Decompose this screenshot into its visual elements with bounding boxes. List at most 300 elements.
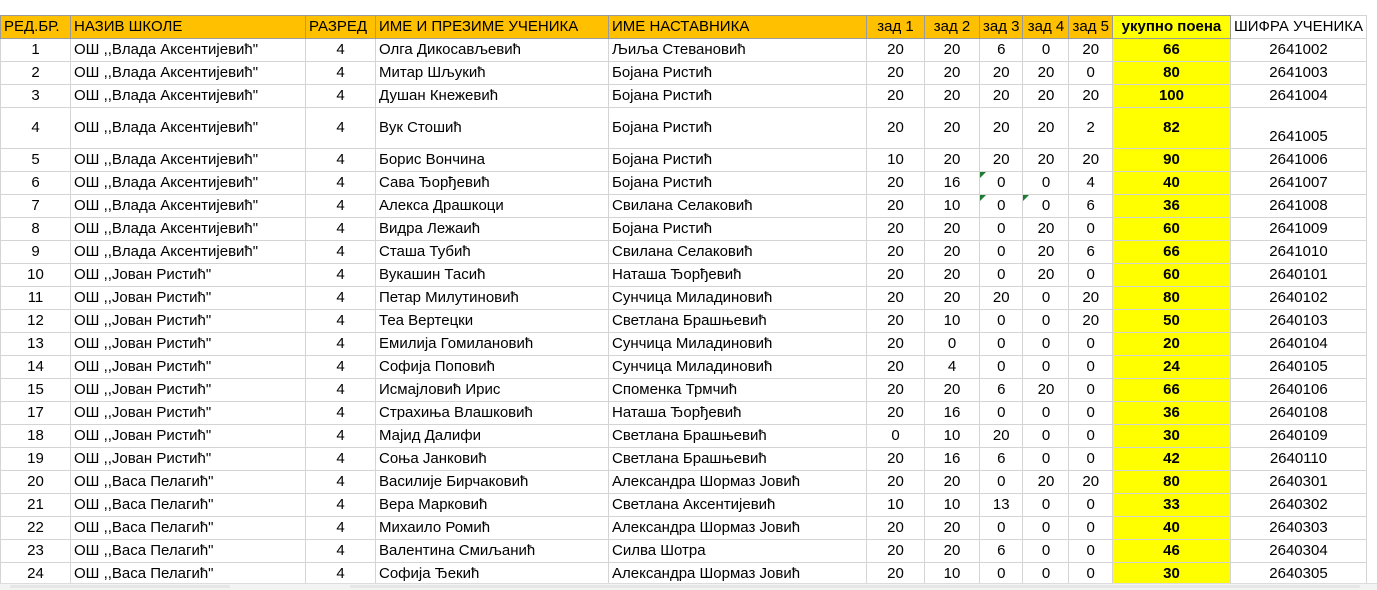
grade-cell[interactable]: 4 <box>306 540 376 563</box>
header-cell-code[interactable]: ШИФРА УЧЕНИКА <box>1230 16 1366 39</box>
student-name-cell[interactable]: Сава Ђорђевић <box>376 172 609 195</box>
grade-cell[interactable]: 4 <box>306 333 376 356</box>
table-row <box>1 218 1367 241</box>
student-code-cell[interactable]: 2641010 <box>1230 241 1366 264</box>
school-cell[interactable]: ОШ ,,Јован Ристић" <box>71 310 306 333</box>
school-cell[interactable]: ОШ ,,Васа Пелагић" <box>71 471 306 494</box>
task2-cell[interactable]: 10 <box>925 195 980 218</box>
grade-cell[interactable]: 4 <box>306 39 376 62</box>
school-cell[interactable]: ОШ ,,Влада Аксентијевић" <box>71 241 306 264</box>
teacher-name-cell[interactable]: Споменка Трмчић <box>609 379 867 402</box>
task1-cell[interactable]: 20 <box>867 448 925 471</box>
total-cell[interactable]: 30 <box>1112 425 1230 448</box>
teacher-name-cell[interactable]: Сунчица Миладиновић <box>609 356 867 379</box>
student-name-cell[interactable]: Мајид Далифи <box>376 425 609 448</box>
table-row <box>1 172 1367 195</box>
header-cell-task2[interactable]: зад 2 <box>925 16 980 39</box>
task1-cell[interactable]: 20 <box>867 264 925 287</box>
teacher-name-cell[interactable]: Бојана Ристић <box>609 218 867 241</box>
total-cell[interactable]: 100 <box>1112 85 1230 108</box>
table-row <box>1 149 1367 172</box>
task5-cell[interactable]: 0 <box>1069 356 1112 379</box>
order-cell[interactable]: 6 <box>1 172 71 195</box>
task1-cell[interactable]: 20 <box>867 310 925 333</box>
grade-cell[interactable]: 4 <box>306 448 376 471</box>
school-cell[interactable]: ОШ ,,Васа Пелагић" <box>71 563 306 586</box>
total-cell[interactable]: 80 <box>1112 62 1230 85</box>
student-name-cell[interactable]: Видра Лежаић <box>376 218 609 241</box>
grade-cell[interactable]: 4 <box>306 356 376 379</box>
table-row <box>1 356 1367 379</box>
teacher-name-cell[interactable]: Бојана Ристић <box>609 85 867 108</box>
task2-cell[interactable]: 10 <box>925 494 980 517</box>
total-cell[interactable]: 60 <box>1112 264 1230 287</box>
teacher-name-cell[interactable]: Свилана Селаковић <box>609 195 867 218</box>
scrollbar-thumb[interactable] <box>350 585 1360 588</box>
task4-cell[interactable]: 0 <box>1023 448 1069 471</box>
task5-cell[interactable]: 0 <box>1069 540 1112 563</box>
school-cell[interactable]: ОШ ,,Влада Аксентијевић" <box>71 172 306 195</box>
school-cell[interactable]: ОШ ,,Влада Аксентијевић" <box>71 149 306 172</box>
task1-cell[interactable]: 20 <box>867 379 925 402</box>
total-cell[interactable]: 82 <box>1112 108 1230 149</box>
task5-cell[interactable]: 0 <box>1069 333 1112 356</box>
table-row <box>1 448 1367 471</box>
order-cell[interactable]: 13 <box>1 333 71 356</box>
student-name-cell[interactable]: Софија Поповић <box>376 356 609 379</box>
student-code-cell[interactable]: 2641005 <box>1230 108 1366 149</box>
task2-cell[interactable]: 16 <box>925 402 980 425</box>
sheet-tab-scroll-thumb[interactable] <box>10 585 230 588</box>
task3-cell[interactable]: 0 <box>980 264 1023 287</box>
task3-cell[interactable]: 0 <box>980 517 1023 540</box>
task1-cell[interactable]: 20 <box>867 471 925 494</box>
student-name-cell[interactable]: Алекса Драшкоци <box>376 195 609 218</box>
task1-cell[interactable]: 20 <box>867 218 925 241</box>
task5-cell[interactable]: 4 <box>1069 172 1112 195</box>
task5-cell[interactable]: 20 <box>1069 85 1112 108</box>
task3-cell[interactable]: 6 <box>980 379 1023 402</box>
total-cell[interactable]: 33 <box>1112 494 1230 517</box>
grade-cell[interactable]: 4 <box>306 471 376 494</box>
order-cell[interactable]: 20 <box>1 471 71 494</box>
header-row <box>1 16 1367 39</box>
grade-cell[interactable]: 4 <box>306 425 376 448</box>
order-cell[interactable]: 7 <box>1 195 71 218</box>
task1-cell[interactable]: 20 <box>867 172 925 195</box>
task4-cell[interactable]: 0 <box>1023 333 1069 356</box>
task4-cell[interactable]: 0 <box>1023 402 1069 425</box>
school-cell[interactable]: ОШ ,,Влада Аксентијевић" <box>71 218 306 241</box>
total-cell[interactable]: 80 <box>1112 287 1230 310</box>
order-cell[interactable]: 14 <box>1 356 71 379</box>
task2-cell[interactable]: 0 <box>925 333 980 356</box>
task2-cell[interactable]: 10 <box>925 563 980 586</box>
teacher-name-cell[interactable]: Александра Шормаз Јовић <box>609 517 867 540</box>
school-cell[interactable]: ОШ ,,Влада Аксентијевић" <box>71 62 306 85</box>
order-cell[interactable]: 3 <box>1 85 71 108</box>
order-cell[interactable]: 12 <box>1 310 71 333</box>
student-name-cell[interactable]: Михаило Ромић <box>376 517 609 540</box>
teacher-name-cell[interactable]: Наташа Ђорђевић <box>609 402 867 425</box>
student-code-cell[interactable]: 2641008 <box>1230 195 1366 218</box>
teacher-name-cell[interactable]: Сунчица Миладиновић <box>609 287 867 310</box>
teacher-name-cell[interactable]: Бојана Ристић <box>609 172 867 195</box>
task3-cell[interactable]: 0 <box>980 310 1023 333</box>
teacher-name-cell[interactable]: Љиља Стевановић <box>609 39 867 62</box>
grade-cell[interactable]: 4 <box>306 310 376 333</box>
school-cell[interactable]: ОШ ,,Васа Пелагић" <box>71 540 306 563</box>
table-row <box>1 62 1367 85</box>
student-name-cell[interactable]: Сташа Тубић <box>376 241 609 264</box>
task2-cell[interactable]: 16 <box>925 172 980 195</box>
header-cell-task5[interactable]: зад 5 <box>1069 16 1112 39</box>
task4-cell[interactable]: 0 <box>1023 287 1069 310</box>
task2-cell[interactable]: 10 <box>925 310 980 333</box>
student-code-cell[interactable]: 2641003 <box>1230 62 1366 85</box>
student-code-cell[interactable]: 2640108 <box>1230 402 1366 425</box>
task3-cell[interactable]: 6 <box>980 540 1023 563</box>
student-name-cell[interactable]: Софија Ђекић <box>376 563 609 586</box>
task3-cell[interactable]: 0 <box>980 172 1023 195</box>
grade-cell[interactable]: 4 <box>306 218 376 241</box>
task3-cell[interactable]: 20 <box>980 108 1023 149</box>
total-cell[interactable]: 66 <box>1112 39 1230 62</box>
school-cell[interactable]: ОШ ,,Јован Ристић" <box>71 425 306 448</box>
teacher-name-cell[interactable]: Светлана Брашњевић <box>609 448 867 471</box>
total-cell[interactable]: 20 <box>1112 333 1230 356</box>
student-code-cell[interactable]: 2640110 <box>1230 448 1366 471</box>
task1-cell[interactable]: 20 <box>867 517 925 540</box>
task1-cell[interactable]: 20 <box>867 356 925 379</box>
task2-cell[interactable]: 20 <box>925 108 980 149</box>
task2-cell[interactable]: 20 <box>925 85 980 108</box>
task2-cell[interactable]: 4 <box>925 356 980 379</box>
task1-cell[interactable]: 20 <box>867 195 925 218</box>
task4-cell[interactable]: 20 <box>1023 62 1069 85</box>
grade-cell[interactable]: 4 <box>306 149 376 172</box>
order-cell[interactable]: 2 <box>1 62 71 85</box>
student-code-cell[interactable]: 2641002 <box>1230 39 1366 62</box>
school-cell[interactable]: ОШ ,,Влада Аксентијевић" <box>71 39 306 62</box>
task4-cell[interactable]: 20 <box>1023 471 1069 494</box>
teacher-name-cell[interactable]: Светлана Брашњевић <box>609 425 867 448</box>
order-cell[interactable]: 18 <box>1 425 71 448</box>
task3-cell[interactable]: 20 <box>980 425 1023 448</box>
task2-cell[interactable]: 10 <box>925 425 980 448</box>
teacher-name-cell[interactable]: Бојана Ристић <box>609 62 867 85</box>
student-code-cell[interactable]: 2641007 <box>1230 172 1366 195</box>
teacher-name-cell[interactable]: Сунчица Миладиновић <box>609 333 867 356</box>
task3-cell[interactable]: 0 <box>980 356 1023 379</box>
task5-cell[interactable]: 0 <box>1069 402 1112 425</box>
task1-cell[interactable]: 20 <box>867 540 925 563</box>
student-code-cell[interactable]: 2640109 <box>1230 425 1366 448</box>
task1-cell[interactable]: 20 <box>867 108 925 149</box>
table-row <box>1 287 1367 310</box>
order-cell[interactable]: 11 <box>1 287 71 310</box>
task1-cell[interactable]: 20 <box>867 39 925 62</box>
grade-cell[interactable]: 4 <box>306 62 376 85</box>
task1-cell[interactable]: 20 <box>867 62 925 85</box>
task4-cell[interactable]: 0 <box>1023 563 1069 586</box>
student-code-cell[interactable]: 2640303 <box>1230 517 1366 540</box>
order-cell[interactable]: 24 <box>1 563 71 586</box>
student-name-cell[interactable]: Вук Стошић <box>376 108 609 149</box>
student-name-cell[interactable]: Исмајловић Ирис <box>376 379 609 402</box>
task2-cell[interactable]: 20 <box>925 241 980 264</box>
task5-cell[interactable]: 0 <box>1069 448 1112 471</box>
student-code-cell[interactable]: 2640106 <box>1230 379 1366 402</box>
student-code-cell[interactable]: 2640102 <box>1230 287 1366 310</box>
order-cell[interactable]: 4 <box>1 108 71 149</box>
task3-cell[interactable]: 13 <box>980 494 1023 517</box>
task5-cell[interactable]: 20 <box>1069 287 1112 310</box>
task4-cell[interactable]: 0 <box>1023 540 1069 563</box>
task1-cell[interactable]: 10 <box>867 149 925 172</box>
grade-cell[interactable]: 4 <box>306 563 376 586</box>
task3-cell[interactable]: 0 <box>980 218 1023 241</box>
header-cell-task1[interactable]: зад 1 <box>867 16 925 39</box>
task5-cell[interactable]: 2 <box>1069 108 1112 149</box>
task5-cell[interactable]: 6 <box>1069 195 1112 218</box>
task5-cell[interactable]: 20 <box>1069 310 1112 333</box>
task4-cell[interactable]: 0 <box>1023 195 1069 218</box>
task5-cell[interactable]: 6 <box>1069 241 1112 264</box>
task3-cell[interactable]: 0 <box>980 402 1023 425</box>
task3-cell[interactable]: 0 <box>980 241 1023 264</box>
teacher-name-cell[interactable]: Силва Шотра <box>609 540 867 563</box>
task1-cell[interactable]: 20 <box>867 287 925 310</box>
grade-cell[interactable]: 4 <box>306 85 376 108</box>
task2-cell[interactable]: 20 <box>925 471 980 494</box>
task3-cell[interactable]: 0 <box>980 195 1023 218</box>
total-cell[interactable]: 36 <box>1112 195 1230 218</box>
teacher-name-cell[interactable]: Бојана Ристић <box>609 149 867 172</box>
task2-cell[interactable]: 20 <box>925 379 980 402</box>
student-name-cell[interactable]: Соња Јанковић <box>376 448 609 471</box>
student-name-cell[interactable]: Петар Милутиновић <box>376 287 609 310</box>
task1-cell[interactable]: 0 <box>867 425 925 448</box>
school-cell[interactable]: ОШ ,,Влада Аксентијевић" <box>71 195 306 218</box>
grade-cell[interactable]: 4 <box>306 379 376 402</box>
task1-cell[interactable]: 10 <box>867 494 925 517</box>
grade-cell[interactable]: 4 <box>306 287 376 310</box>
order-cell[interactable]: 15 <box>1 379 71 402</box>
task5-cell[interactable]: 0 <box>1069 264 1112 287</box>
task4-cell[interactable]: 0 <box>1023 310 1069 333</box>
student-name-cell[interactable]: Олга Дикосављевић <box>376 39 609 62</box>
task5-cell[interactable]: 0 <box>1069 425 1112 448</box>
total-cell[interactable]: 40 <box>1112 517 1230 540</box>
task3-cell[interactable]: 0 <box>980 333 1023 356</box>
task2-cell[interactable]: 20 <box>925 39 980 62</box>
grade-cell[interactable]: 4 <box>306 264 376 287</box>
task5-cell[interactable]: 0 <box>1069 494 1112 517</box>
header-cell-student[interactable]: ИМЕ И ПРЕЗИМЕ УЧЕНИКА <box>376 16 609 39</box>
task2-cell[interactable]: 20 <box>925 218 980 241</box>
task4-cell[interactable]: 0 <box>1023 494 1069 517</box>
student-name-cell[interactable]: Емилија Гомилановић <box>376 333 609 356</box>
task4-cell[interactable]: 20 <box>1023 264 1069 287</box>
teacher-name-cell[interactable]: Свилана Селаковић <box>609 241 867 264</box>
task4-cell[interactable]: 20 <box>1023 218 1069 241</box>
task2-cell[interactable]: 20 <box>925 517 980 540</box>
school-cell[interactable]: ОШ ,,Васа Пелагић" <box>71 494 306 517</box>
task2-cell[interactable]: 20 <box>925 264 980 287</box>
total-cell[interactable]: 30 <box>1112 563 1230 586</box>
task4-cell[interactable]: 0 <box>1023 356 1069 379</box>
school-cell[interactable]: ОШ ,,Влада Аксентијевић" <box>71 108 306 149</box>
total-cell[interactable]: 80 <box>1112 471 1230 494</box>
task3-cell[interactable]: 0 <box>980 563 1023 586</box>
order-cell[interactable]: 22 <box>1 517 71 540</box>
task4-cell[interactable]: 0 <box>1023 517 1069 540</box>
student-code-cell[interactable]: 2641004 <box>1230 85 1366 108</box>
task3-cell[interactable]: 6 <box>980 39 1023 62</box>
student-code-cell[interactable]: 2640301 <box>1230 471 1366 494</box>
task1-cell[interactable]: 20 <box>867 563 925 586</box>
task4-cell[interactable]: 20 <box>1023 241 1069 264</box>
grade-cell[interactable]: 4 <box>306 402 376 425</box>
total-cell[interactable]: 66 <box>1112 241 1230 264</box>
total-cell[interactable]: 36 <box>1112 402 1230 425</box>
task4-cell[interactable]: 0 <box>1023 425 1069 448</box>
task3-cell[interactable]: 20 <box>980 287 1023 310</box>
task2-cell[interactable]: 20 <box>925 149 980 172</box>
school-cell[interactable]: ОШ ,,Васа Пелагић" <box>71 517 306 540</box>
student-code-cell[interactable]: 2640101 <box>1230 264 1366 287</box>
table-row <box>1 333 1367 356</box>
task5-cell[interactable]: 0 <box>1069 218 1112 241</box>
header-cell-grade[interactable]: РАЗРЕД <box>306 16 376 39</box>
order-cell[interactable]: 1 <box>1 39 71 62</box>
teacher-name-cell[interactable]: Александра Шормаз Јовић <box>609 471 867 494</box>
student-name-cell[interactable]: Страхиња Влашковић <box>376 402 609 425</box>
order-cell[interactable]: 21 <box>1 494 71 517</box>
student-name-cell[interactable]: Василије Бирчаковић <box>376 471 609 494</box>
task1-cell[interactable]: 20 <box>867 402 925 425</box>
student-code-cell[interactable]: 2640305 <box>1230 563 1366 586</box>
order-cell[interactable]: 17 <box>1 402 71 425</box>
task5-cell[interactable]: 0 <box>1069 563 1112 586</box>
task1-cell[interactable]: 20 <box>867 333 925 356</box>
task5-cell[interactable]: 0 <box>1069 379 1112 402</box>
task4-cell[interactable]: 20 <box>1023 379 1069 402</box>
student-code-cell[interactable]: 2640105 <box>1230 356 1366 379</box>
task4-cell[interactable]: 20 <box>1023 85 1069 108</box>
task4-cell[interactable]: 0 <box>1023 39 1069 62</box>
student-code-cell[interactable]: 2640304 <box>1230 540 1366 563</box>
order-cell[interactable]: 5 <box>1 149 71 172</box>
grade-cell[interactable]: 4 <box>306 494 376 517</box>
header-cell-order[interactable]: РЕД.БР. <box>1 16 71 39</box>
task3-cell[interactable]: 6 <box>980 448 1023 471</box>
teacher-name-cell[interactable]: Бојана Ристић <box>609 108 867 149</box>
student-code-cell[interactable]: 2640302 <box>1230 494 1366 517</box>
school-cell[interactable]: ОШ ,,Јован Ристић" <box>71 264 306 287</box>
task2-cell[interactable]: 20 <box>925 287 980 310</box>
task5-cell[interactable]: 20 <box>1069 471 1112 494</box>
student-name-cell[interactable]: Митар Шљукић <box>376 62 609 85</box>
school-cell[interactable]: ОШ ,,Јован Ристић" <box>71 356 306 379</box>
student-name-cell[interactable]: Вера Марковић <box>376 494 609 517</box>
task3-cell[interactable]: 20 <box>980 62 1023 85</box>
total-cell[interactable]: 60 <box>1112 218 1230 241</box>
student-name-cell[interactable]: Теа Вертецки <box>376 310 609 333</box>
task4-cell[interactable]: 20 <box>1023 149 1069 172</box>
task1-cell[interactable]: 20 <box>867 85 925 108</box>
task5-cell[interactable]: 0 <box>1069 517 1112 540</box>
horizontal-scrollbar[interactable] <box>0 583 1377 590</box>
school-cell[interactable]: ОШ ,,Јован Ристић" <box>71 379 306 402</box>
task5-cell[interactable]: 20 <box>1069 39 1112 62</box>
task5-cell[interactable]: 0 <box>1069 62 1112 85</box>
grade-cell[interactable]: 4 <box>306 108 376 149</box>
total-cell[interactable]: 24 <box>1112 356 1230 379</box>
student-code-cell[interactable]: 2640103 <box>1230 310 1366 333</box>
grade-cell[interactable]: 4 <box>306 241 376 264</box>
task3-cell[interactable]: 20 <box>980 149 1023 172</box>
grade-cell[interactable]: 4 <box>306 517 376 540</box>
teacher-name-cell[interactable]: Наташа Ђорђевић <box>609 264 867 287</box>
task4-cell[interactable]: 20 <box>1023 108 1069 149</box>
teacher-name-cell[interactable]: Светлана Брашњевић <box>609 310 867 333</box>
total-cell[interactable]: 42 <box>1112 448 1230 471</box>
total-cell[interactable]: 66 <box>1112 379 1230 402</box>
header-cell-task3[interactable]: зад 3 <box>980 16 1023 39</box>
student-name-cell[interactable]: Вукашин Тасић <box>376 264 609 287</box>
task5-cell[interactable]: 20 <box>1069 149 1112 172</box>
school-cell[interactable]: ОШ ,,Влада Аксентијевић" <box>71 85 306 108</box>
order-cell[interactable]: 10 <box>1 264 71 287</box>
task4-cell[interactable]: 0 <box>1023 172 1069 195</box>
task3-cell[interactable]: 20 <box>980 85 1023 108</box>
student-code-cell[interactable]: 2641006 <box>1230 149 1366 172</box>
total-cell[interactable]: 46 <box>1112 540 1230 563</box>
task2-cell[interactable]: 16 <box>925 448 980 471</box>
header-cell-school[interactable]: НАЗИВ ШКОЛЕ <box>71 16 306 39</box>
school-cell[interactable]: ОШ ,,Јован Ристић" <box>71 333 306 356</box>
total-cell[interactable]: 40 <box>1112 172 1230 195</box>
order-cell[interactable]: 8 <box>1 218 71 241</box>
student-code-cell[interactable]: 2641009 <box>1230 218 1366 241</box>
header-cell-teacher[interactable]: ИМЕ НАСТАВНИКА <box>609 16 867 39</box>
teacher-name-cell[interactable]: Александра Шормаз Јовић <box>609 563 867 586</box>
task1-cell[interactable]: 20 <box>867 241 925 264</box>
header-cell-total[interactable]: укупно поена <box>1112 16 1230 39</box>
task2-cell[interactable]: 20 <box>925 540 980 563</box>
grade-cell[interactable]: 4 <box>306 172 376 195</box>
student-name-cell[interactable]: Душан Кнежевић <box>376 85 609 108</box>
order-cell[interactable]: 19 <box>1 448 71 471</box>
school-cell[interactable]: ОШ ,,Јован Ристић" <box>71 448 306 471</box>
total-cell[interactable]: 90 <box>1112 149 1230 172</box>
order-cell[interactable]: 23 <box>1 540 71 563</box>
header-cell-task4[interactable]: зад 4 <box>1023 16 1069 39</box>
task3-cell[interactable]: 0 <box>980 471 1023 494</box>
grade-cell[interactable]: 4 <box>306 195 376 218</box>
total-cell[interactable]: 50 <box>1112 310 1230 333</box>
task2-cell[interactable]: 20 <box>925 62 980 85</box>
student-code-cell[interactable]: 2640104 <box>1230 333 1366 356</box>
student-name-cell[interactable]: Валентина Смиљанић <box>376 540 609 563</box>
school-cell[interactable]: ОШ ,,Јован Ристић" <box>71 287 306 310</box>
order-cell[interactable]: 9 <box>1 241 71 264</box>
school-cell[interactable]: ОШ ,,Јован Ристић" <box>71 402 306 425</box>
student-name-cell[interactable]: Борис Вончина <box>376 149 609 172</box>
teacher-name-cell[interactable]: Светлана Аксентијевић <box>609 494 867 517</box>
